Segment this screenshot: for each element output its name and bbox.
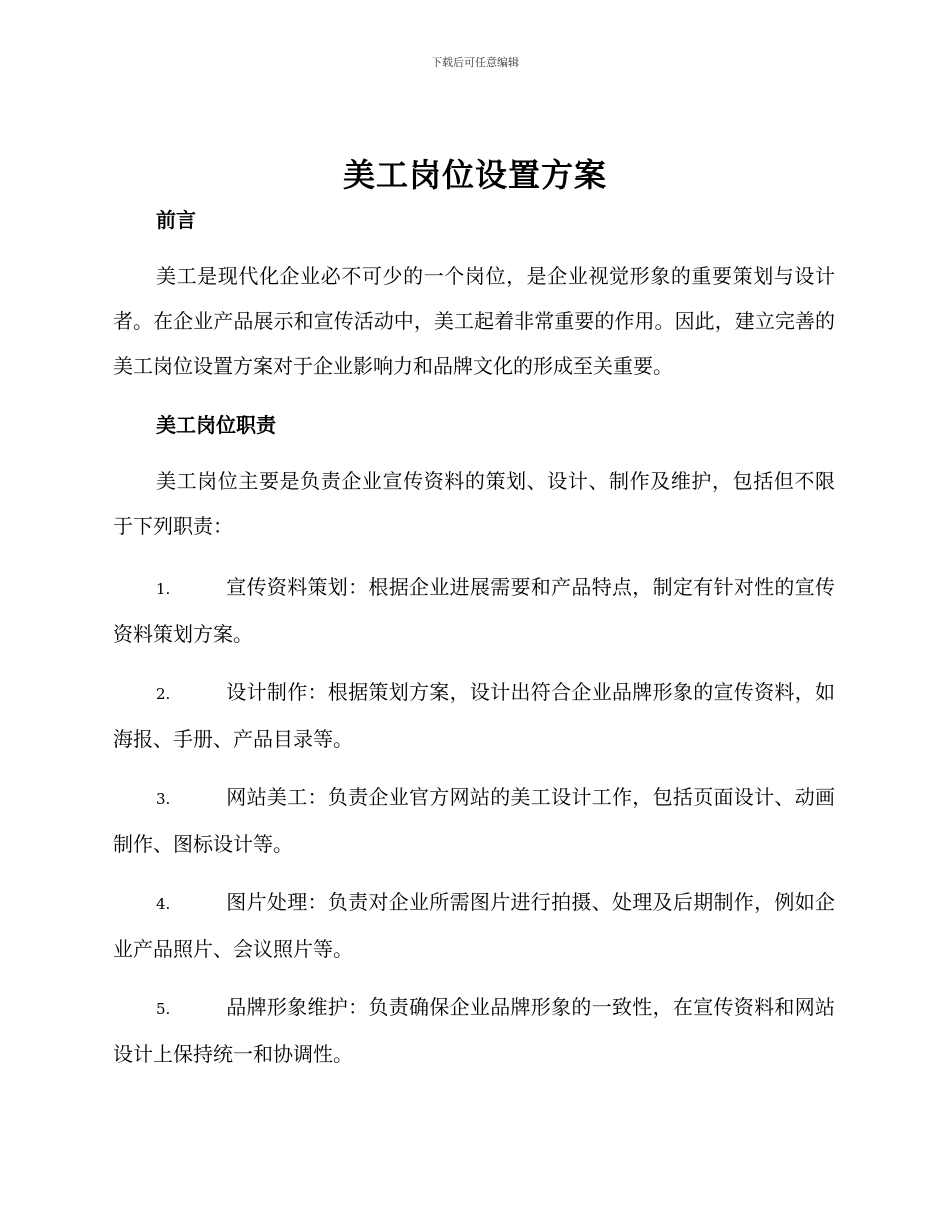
duty-item-3 (113, 775, 835, 867)
duties-intro-paragraph: 美工岗位主要是负责企业宣传资料的策划、设计、制作及维护，包括但不限于下列职责： (113, 469, 835, 538)
duty-item-1 (113, 565, 835, 657)
duty-item-number: 1. (156, 580, 171, 598)
duty-item-4 (113, 880, 835, 972)
duty-item-2 (113, 670, 835, 762)
duty-item-number: 2. (156, 685, 171, 703)
document-body (113, 200, 835, 1090)
section-heading-preface: 前言 (156, 208, 196, 232)
duty-item-text: 品牌形象维护：负责确保企业品牌形象的一致性，在宣传资料和网站设计上保持统一和协调性。 (113, 995, 835, 1066)
duty-item-text: 宣传资料策划：根据企业进展需要和产品特点，制定有针对性的宣传资料策划方案。 (113, 575, 835, 646)
section-heading-duties: 美工岗位职责 (156, 413, 276, 437)
preface-paragraph: 美工是现代化企业必不可少的一个岗位，是企业视觉形象的重要策划与设计者。在企业产品展示和宣传活动中，美工起着非常重要的作用。因此，建立完善的美工岗位设置方案对于企业影响力和品牌文化的形成至关重要。 (113, 264, 835, 378)
duty-item-text: 网站美工：负责企业官方网站的美工设计工作，包括页面设计、动画制作、图标设计等。 (113, 785, 835, 856)
header-note: 下载后可任意编辑 (431, 56, 519, 69)
duty-item-text: 设计制作：根据策划方案，设计出符合企业品牌形象的宣传资料，如海报、手册、产品目录等。 (113, 680, 835, 751)
document-title: 美工岗位设置方案 (342, 156, 607, 194)
duty-item-number: 4. (156, 895, 171, 913)
duty-item-5 (113, 985, 835, 1077)
duty-item-text: 图片处理：负责对企业所需图片进行拍摄、处理及后期制作，例如企业产品照片、会议照片等。 (113, 890, 835, 961)
duty-item-number: 3. (156, 790, 171, 808)
duty-item-number: 5. (156, 1000, 171, 1018)
